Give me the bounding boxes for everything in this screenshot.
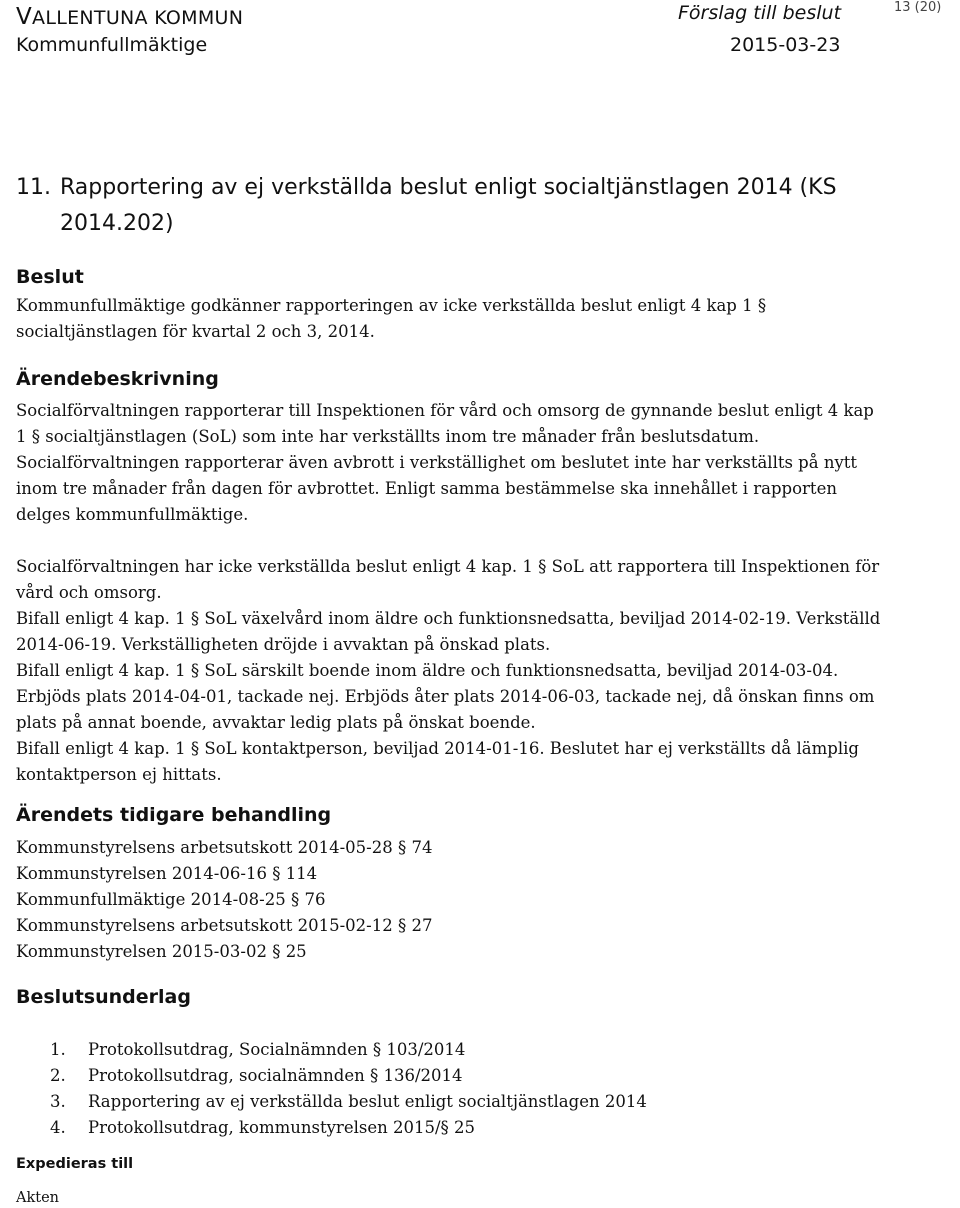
list-item-text: Rapportering av ej verkställda beslut enligt socialtjänstlagen 2014 [88, 1092, 647, 1111]
beslut-text [16, 293, 916, 345]
municipality-name [16, 4, 243, 30]
page-header [0, 0, 960, 70]
list-item-text: Protokollsutdrag, kommunstyrelsen 2015/§ 25 [88, 1118, 476, 1137]
list-item-number: 4. [50, 1118, 66, 1137]
text-line: Bifall enligt 4 kap. 1 § SoL växelvård inom äldre och funktionsnedsatta, beviljad 2014-02-19. Verkställd [16, 609, 881, 628]
text-line: 1 § socialtjänstlagen (SoL) som inte har verkställts inom tre månader från beslutsdatum. [16, 427, 760, 446]
list-item [50, 1089, 910, 1115]
page-number: 13 (20) [894, 0, 942, 15]
item-title [16, 170, 916, 242]
assembly-name: Kommunfullmäktige [16, 34, 208, 56]
text-line: kontaktperson ej hittats. [16, 765, 222, 784]
item-title-line1: Rapportering av ej verkställda beslut enligt socialtjänstlagen 2014 (KS [60, 175, 837, 200]
beslutsunderlag-list [50, 1037, 910, 1141]
text-line: Erbjöds plats 2014-04-01, tackade nej. Erbjöds åter plats 2014-06-03, tackade nej, då önskan finns om [16, 687, 875, 706]
text-line: Socialförvaltningen rapporterar till Inspektionen för vård och omsorg de gynnande beslut enligt 4 kap [16, 401, 874, 420]
text-line: socialtjänstlagen för kvartal 2 och 3, 2014. [16, 322, 375, 341]
text-line: plats på annat boende, avvaktar ledig plats på önskat boende. [16, 713, 536, 732]
tidigare-behandling-heading: Ärendets tidigare behandling [16, 804, 332, 826]
list-item-number: 3. [50, 1092, 66, 1111]
text-line: Bifall enligt 4 kap. 1 § SoL särskilt boende inom äldre och funktionsnedsatta, beviljad 2014-03-04. [16, 661, 839, 680]
text-line: vård och omsorg. [16, 583, 162, 602]
history-entry: Kommunfullmäktige 2014-08-25 § 76 [16, 890, 326, 909]
arendebeskrivning-para2 [16, 554, 916, 788]
tidigare-behandling-list [16, 835, 916, 965]
document-type: Förslag till beslut [678, 2, 842, 24]
arendebeskrivning-para1 [16, 398, 916, 528]
org-name-rest: ALLENTUNA KOMMUN [32, 7, 244, 29]
list-item-text: Protokollsutdrag, socialnämnden § 136/2014 [88, 1066, 463, 1085]
list-item-text: Protokollsutdrag, Socialnämnden § 103/2014 [88, 1040, 466, 1059]
history-entry: Kommunstyrelsens arbetsutskott 2014-05-28 § 74 [16, 838, 433, 857]
expedieras-heading: Expedieras till [16, 1156, 134, 1172]
list-item [50, 1115, 910, 1141]
text-line: Socialförvaltningen rapporterar även avbrott i verkställighet om beslutet inte har verkställts på nytt [16, 453, 858, 472]
item-title-line2: 2014.202) [60, 211, 174, 236]
list-item [50, 1063, 910, 1089]
meeting-date: 2015-03-23 [730, 34, 841, 56]
history-entry: Kommunstyrelsen 2015-03-02 § 25 [16, 942, 307, 961]
history-entry: Kommunstyrelsens arbetsutskott 2015-02-12 § 27 [16, 916, 433, 935]
beslutsunderlag-heading: Beslutsunderlag [16, 986, 191, 1008]
expedieras-recipient: Akten [16, 1190, 60, 1206]
text-line: delges kommunfullmäktige. [16, 505, 249, 524]
arendebeskrivning-heading: Ärendebeskrivning [16, 368, 219, 390]
list-item-number: 2. [50, 1066, 66, 1085]
text-line: inom tre månader från dagen för avbrottet. Enligt samma bestämmelse ska innehållet i rapporten [16, 479, 837, 498]
text-line: 2014-06-19. Verkställigheten dröjde i avvaktan på önskad plats. [16, 635, 551, 654]
item-number: 11. [16, 175, 51, 200]
text-line: Bifall enligt 4 kap. 1 § SoL kontaktperson, beviljad 2014-01-16. Beslutet har ej verkställts då lämplig [16, 739, 859, 758]
text-line: Socialförvaltningen har icke verkställda beslut enligt 4 kap. 1 § SoL att rapportera till Inspektionen för [16, 557, 880, 576]
beslut-heading: Beslut [16, 266, 84, 288]
text-line: Kommunfullmäktige godkänner rapporteringen av icke verkställda beslut enligt 4 kap 1 § [16, 296, 767, 315]
org-initial: V [16, 4, 33, 30]
list-item [50, 1037, 910, 1063]
list-item-number: 1. [50, 1040, 66, 1059]
history-entry: Kommunstyrelsen 2014-06-16 § 114 [16, 864, 318, 883]
